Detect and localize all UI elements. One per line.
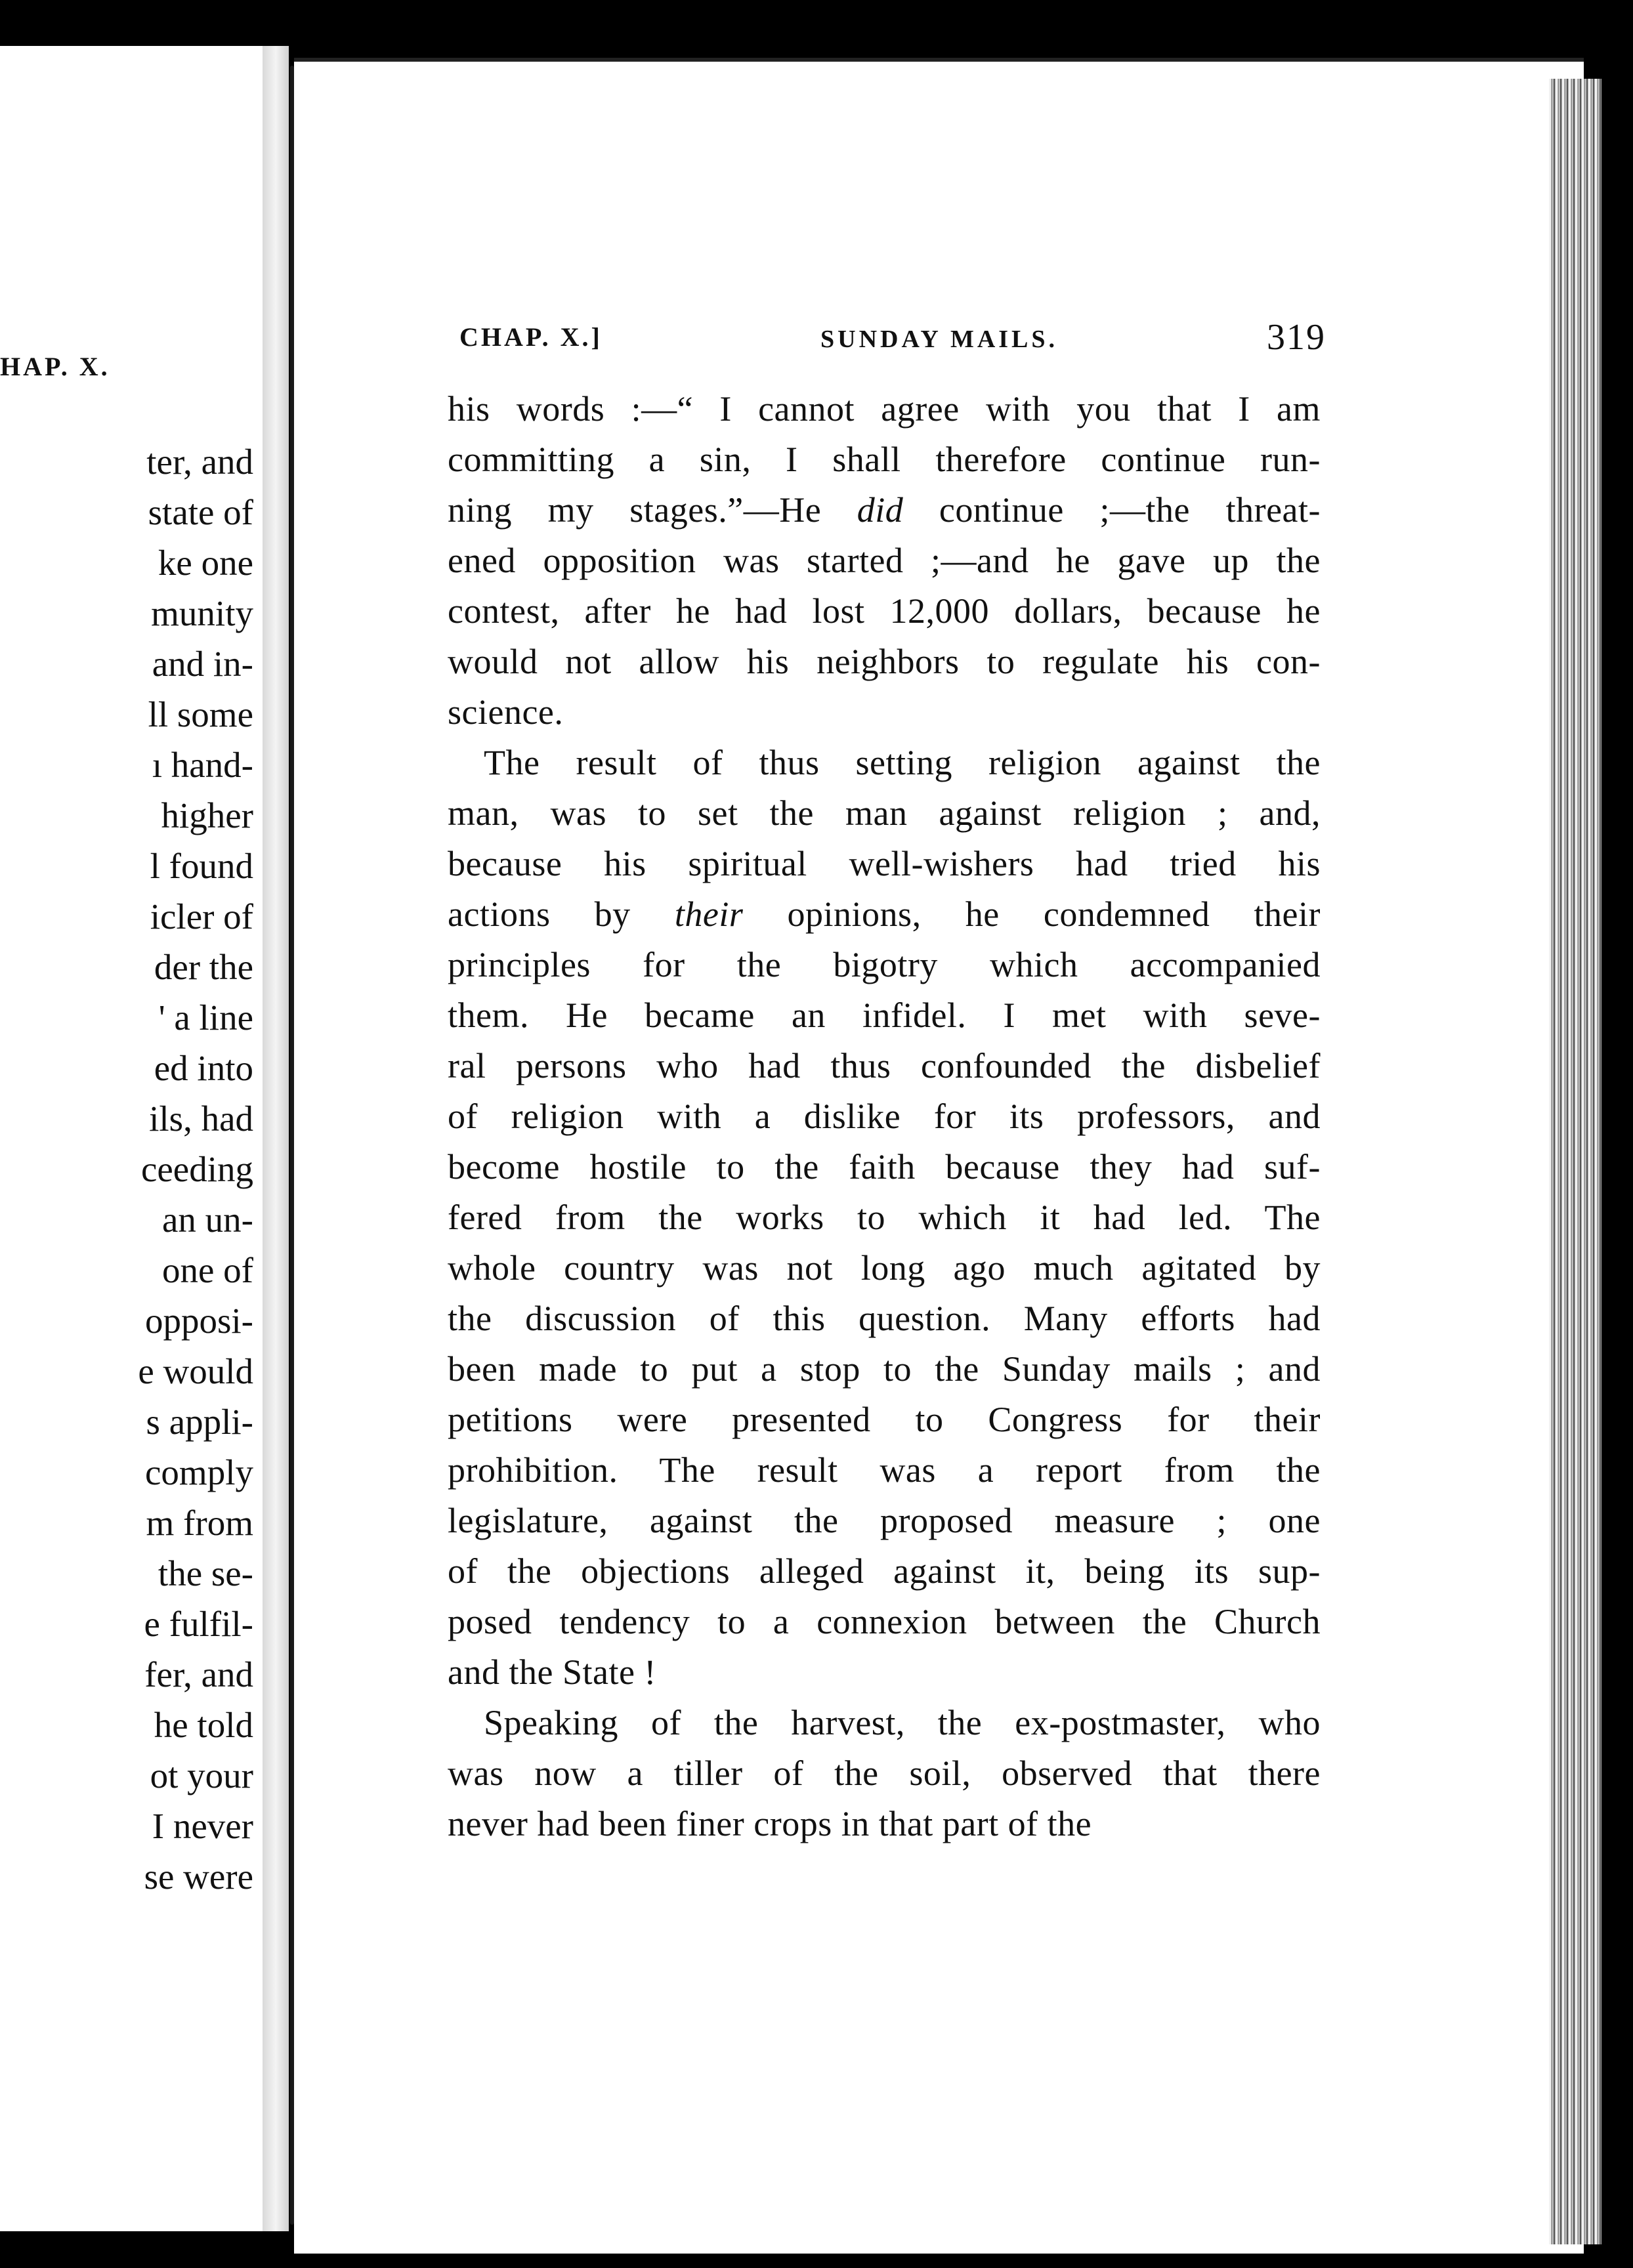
chapter-label: CHAP. X.] (459, 322, 603, 352)
text-line: because his spiritual well-wishers had tried his (448, 844, 1321, 883)
text-line: would not allow his neighbors to regulate his con- (448, 642, 1321, 681)
text-line: been made to put a stop to the Sunday mails ; and (448, 1349, 1321, 1389)
left-page-line: ' a line (158, 998, 253, 1038)
text-line: ened opposition was started ;—and he gave up the (448, 541, 1321, 580)
left-page-line: l found (150, 846, 253, 886)
running-head (459, 315, 1326, 361)
left-page-line: higher (161, 795, 253, 835)
left-page-line: se were (144, 1857, 253, 1897)
text-line: was now a tiller of the soil, observed that there (448, 1754, 1321, 1793)
left-page-text (0, 436, 253, 1902)
paragraph (448, 384, 1321, 738)
text-line: and the State ! (448, 1652, 656, 1692)
left-page-line: e fulfil- (144, 1604, 253, 1644)
text-line: of religion with a dislike for its professors, and (448, 1097, 1321, 1136)
left-page-line: and in- (152, 644, 253, 684)
left-page-line: ke one (158, 543, 253, 583)
text-line: ral persons who had thus confounded the disbelief (448, 1046, 1321, 1085)
left-page-line: I never (152, 1806, 253, 1846)
left-page-line: ot your (150, 1755, 253, 1796)
left-page-running-head: HAP. X. (0, 352, 110, 381)
left-page-line: state of (148, 492, 253, 532)
left-page-line: munity (151, 593, 253, 633)
running-title: SUNDAY MAILS. (820, 326, 1059, 353)
paragraph (448, 738, 1321, 1698)
left-page-line: opposi- (145, 1301, 253, 1341)
left-page-line: ils, had (149, 1099, 253, 1139)
left-page-line: one of (162, 1250, 253, 1290)
left-page-line: icler of (150, 896, 253, 936)
left-page-line: m from (146, 1503, 253, 1543)
left-page-line: der the (154, 947, 253, 987)
left-page-line: fer, and (144, 1654, 253, 1694)
emphasized-word: their (674, 894, 744, 934)
text-line: fered from the works to which it had led. The (448, 1198, 1321, 1237)
page-number: 319 (1267, 317, 1326, 358)
left-page-line: ll some (148, 694, 253, 734)
text-line: The result of thus setting religion against the (484, 743, 1321, 782)
text-line: ning my stages.”—He did continue ;—the threat- (448, 490, 1321, 530)
text-line: science. (448, 692, 564, 732)
text-line: of the objections alleged against it, being its sup- (448, 1551, 1321, 1591)
text-line: never had been finer crops in that part of the (448, 1804, 1092, 1843)
left-page-line: the se- (158, 1553, 253, 1593)
left-page-line: he told (154, 1705, 253, 1745)
paragraph (448, 1698, 1321, 1849)
left-page-line: comply (145, 1452, 253, 1492)
text-line: committing a sin, I shall therefore continue run- (448, 440, 1321, 479)
emphasized-word: did (857, 490, 904, 530)
left-page-line: ceeding (140, 1149, 253, 1189)
text-line: actions by their opinions, he condemned their (448, 894, 1321, 934)
page-edges (1549, 79, 1601, 2244)
left-page-line: an un- (162, 1200, 253, 1240)
text-line: petitions were presented to Congress for their (448, 1400, 1321, 1439)
text-line: man, was to set the man against religion ; and, (448, 793, 1321, 833)
left-page-line: s appli- (146, 1402, 253, 1442)
text-line: become hostile to the faith because they had suf- (448, 1147, 1321, 1186)
text-line: them. He became an infidel. I met with seve- (448, 996, 1321, 1035)
text-line: whole country was not long ago much agitated by (448, 1248, 1321, 1288)
left-page (0, 46, 264, 2231)
text-line: prohibition. The result was a report from the (448, 1450, 1321, 1490)
text-line: the discussion of this question. Many efforts had (448, 1299, 1321, 1338)
text-line: principles for the bigotry which accompanied (448, 945, 1321, 984)
left-page-line: ed into (154, 1048, 253, 1088)
left-page-line: ı hand- (152, 745, 253, 785)
text-line: posed tendency to a connexion between the Church (448, 1602, 1321, 1641)
left-page-line: ter, and (146, 442, 253, 482)
text-line: contest, after he had lost 12,000 dollars, because he (448, 591, 1321, 631)
text-line: his words :—“ I cannot agree with you that I am (448, 389, 1321, 429)
text-line: Speaking of the harvest, the ex-postmaster, who (484, 1703, 1321, 1742)
page-body-text (448, 384, 1321, 1849)
text-line: legislature, against the proposed measure ; one (448, 1501, 1321, 1540)
book-gutter (263, 46, 289, 2231)
left-page-line: e would (138, 1351, 253, 1391)
